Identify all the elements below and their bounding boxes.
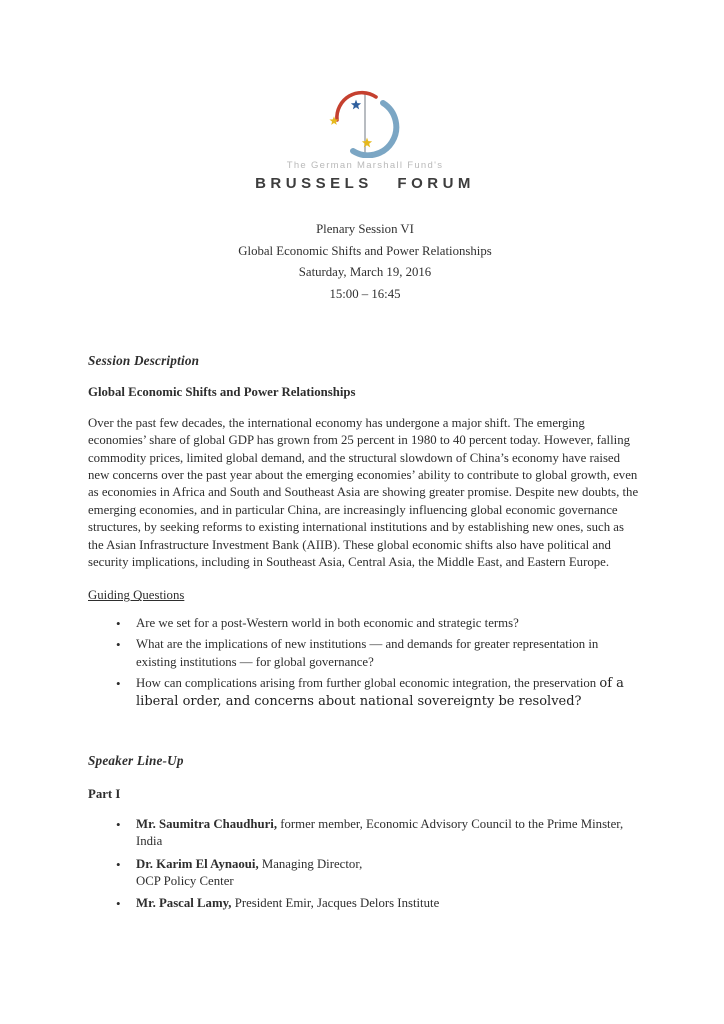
speaker-affiliation: OCP Policy Center [136, 873, 234, 888]
guiding-questions-list [114, 615, 642, 710]
speaker-lineup-heading: Speaker Line-Up [88, 752, 184, 768]
yellow-star-bottom-icon [362, 138, 372, 148]
speaker-role: President Emir, Jacques Delors Institute [231, 896, 440, 911]
question-text: How can complications arising from further global economic integration, the preservation [136, 676, 600, 691]
logo-wordmark: BRUSSELS FORUM [255, 175, 475, 192]
list-item [114, 615, 642, 632]
session-time-line: 15:00 – 16:45 [329, 286, 401, 301]
guiding-questions-heading: Guiding Questions [88, 588, 185, 603]
session-paragraph: Over the past few decades, the international economy has undergone a major shift. The emerging economies’ share of global GDP has grown from 25 percent in 1980 to 40 percent today. However, falling commodity prices, limited global demand, and the structural slowdown of China’s economy have raised new concerns over the past year about the emerging economies’ ability to contribute to global growth, even as economies in Africa and South and Southeast Asia are showing greater promise. Despite new doubts, the emerging economies, and in particular China, are increasingly influencing global economic governance structures, by seeking reforms to existing international institutions and by establishing new ones, such as the Asian Infrastructure Investment Bank (AIIB). These global economic shifts also have political and security implications, including in Southeast Asia, Central Asia, the Middle East, and Eastern Europe. [88, 415, 639, 570]
speaker-name: Dr. Karim El Aynaoui, [136, 856, 259, 871]
logo-org-text: The German Marshall Fund's [286, 160, 444, 171]
logo-block [88, 0, 642, 192]
speaker-name: Mr. Saumitra Chaudhuri, [136, 816, 278, 831]
logo-blue-arc [353, 103, 396, 155]
list-item [114, 816, 642, 851]
session-number-line: Plenary Session VI [316, 222, 414, 236]
part-one-heading: Part I [88, 787, 121, 802]
speaker-name: Mr. Pascal Lamy, [136, 896, 232, 911]
question-text-emphasis: of a liberal order, and concerns about national sovereignty be resolved? [136, 676, 624, 709]
question-text: Are we set for a post-Western world in both economic and strategic terms? [136, 615, 519, 630]
session-date-line: Saturday, March 19, 2016 [298, 265, 432, 279]
speaker-role: Managing Director, [258, 856, 363, 871]
session-title-line: Global Economic Shifts and Power Relationships [238, 243, 492, 258]
document-body [88, 352, 642, 913]
session-title-block [88, 219, 642, 305]
session-description-heading: Session Description [88, 353, 200, 368]
speaker-role: former member, Economic Advisory Council to the Prime Minster, India [136, 816, 624, 849]
blue-star-icon [351, 100, 361, 110]
list-item [114, 636, 642, 671]
list-item [114, 895, 642, 912]
speakers-list [114, 816, 642, 913]
brussels-forum-logo-icon [306, 90, 424, 158]
question-text: What are the implications of new institutions — and demands for greater representation in existing institutions — for global governance? [136, 637, 599, 669]
list-item [114, 856, 642, 891]
list-item [114, 675, 642, 710]
session-subheading: Global Economic Shifts and Power Relationships [88, 385, 356, 400]
